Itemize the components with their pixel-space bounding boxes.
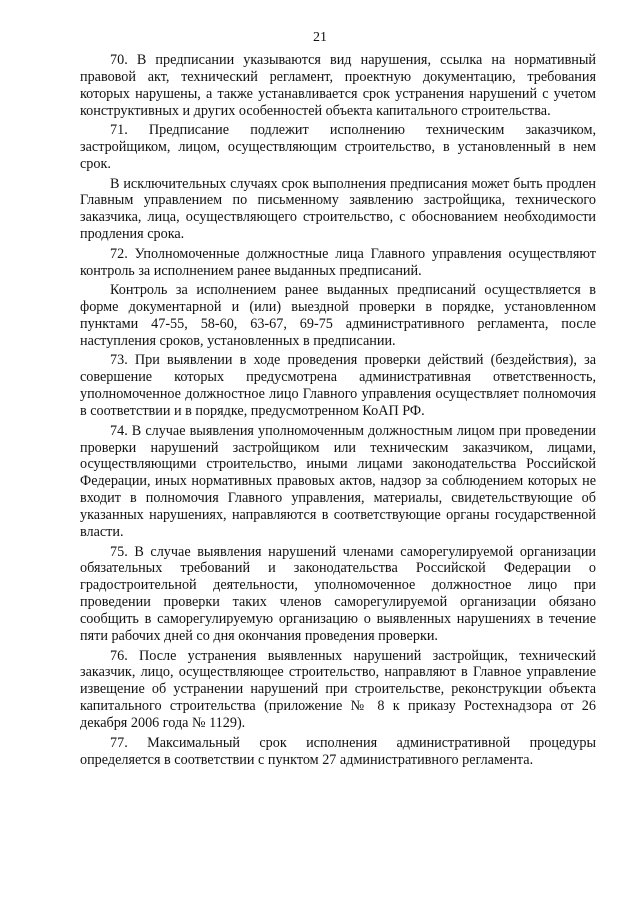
document-body	[80, 52, 596, 771]
paragraph-76: 76. После устранения выявленных нарушений застройщик, технический заказчик, лицо, осуществляющее строительство, направляют в Главное управление извещение об устранении нарушений при строительстве, реконструкции объекта капитального строительства (приложение № 8 к приказу Ростехнадзора от 26 декабря 2006 года № 1129).	[80, 647, 596, 732]
paragraph-72: 72. Уполномоченные должностные лица Главного управления осуществляют контроль за исполнением ранее выданных предписаний.	[80, 245, 596, 279]
paragraph-77: 77. Максимальный срок исполнения административной процедуры определяется в соответствии с пунктом 27 административного регламента.	[80, 734, 596, 768]
paragraph-71: 71. Предписание подлежит исполнению техническим заказчиком, застройщиком, лицом, осуществляющим строительство, в установленный в нем срок.	[80, 122, 596, 173]
paragraph-73: 73. При выявлении в ходе проведения проверки действий (бездействия), за совершение которых предусмотрена административная ответственность, уполномоченное должностное лицо Главного управления осуществляет полномочия в соответствии и в порядке, предусмотренном КоАП РФ.	[80, 352, 596, 420]
paragraph-74: 74. В случае выявления уполномоченным должностным лицом при проведении проверки нарушений застройщиком или техническим заказчиком, лицами, осуществляющими строительство, иными лицами законодательства Российской Федерации, иных нормативных правовых актов, надзор за соблюдением которых не входит в полномочия Главного управления, материалы, свидетельствующие об указанных нарушениях, направляются в соответствующие органы государственной власти.	[80, 422, 596, 541]
paragraph-71-extension: В исключительных случаях срок выполнения предписания может быть продлен Главным управлением по письменному заявлению застройщика, технического заказчика, лица, осуществляющего строительство, с обоснованием необходимости продления срока.	[80, 175, 596, 243]
page-number: 21	[313, 30, 327, 45]
paragraph-72-control: Контроль за исполнением ранее выданных предписаний осуществляется в форме документарной и (или) выездной проверки в порядке, установленном пунктами 47-55, 58-60, 63-67, 69-75 административного регламента, после наступления сроков, установленных в предписании.	[80, 282, 596, 349]
paragraph-75: 75. В случае выявления нарушений членами саморегулируемой организации обязательных требований и законодательства Российской Федерации о градостроительной деятельности, уполномоченное должностное лицо при проведении проверки таких членов саморегулируемой организации обязано сообщить в саморегулируемую организацию о выявленных нарушениях в течение пяти рабочих дней со дня окончания проведения проверки.	[80, 543, 596, 645]
paragraph-70: 70. В предписании указываются вид нарушения, ссылка на нормативный правовой акт, технический регламент, проектную документацию, требования которых нарушены, а также устанавливается срок устранения нарушений с учетом конструктивных и других особенностей объекта капитального строительства.	[80, 52, 596, 119]
